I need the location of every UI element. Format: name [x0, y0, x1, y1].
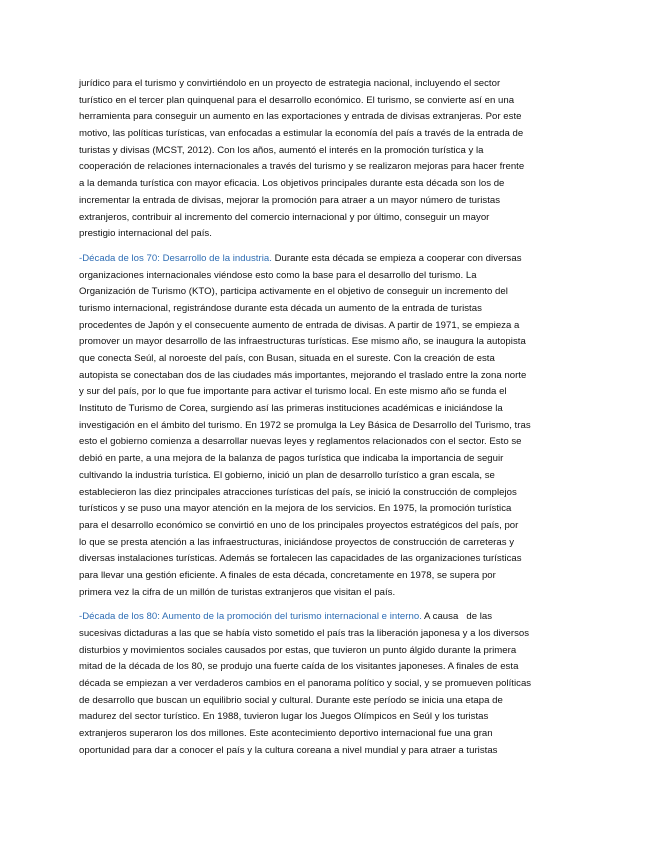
text-line: herramienta para conseguir un aumento en las exportaciones y entrada de divisas extranjeras. Por este: [79, 111, 522, 123]
section-decada-80: [79, 609, 579, 759]
paragraph-intro: [79, 76, 579, 243]
text-line: jurídico para el turismo y convirtiéndolo en un proyecto de estrategia nacional, incluyendo el sector: [79, 78, 501, 89]
text-line: debió en parte, a una mejora de la balanza de pagos turística que indicaba la importancia de seguir: [79, 453, 504, 465]
text-line: sucesivas dictaduras a las que se había visto sometido el país tras la liberación japonesa y a los diversos: [79, 628, 530, 639]
text-line: promover un mayor desarrollo de las infraestructuras turísticas. Ese mismo año, se inaugura la autopista: [79, 336, 526, 348]
text-line: extranjeros superaron los dos millones. Este acontecimiento deportivo internacional fue una gran: [79, 728, 493, 740]
text-line: turismo internacional, registrándose durante esta década un aumento de la entrada de turistas: [79, 302, 482, 314]
text-line: para llevar una gestión eficiente. A finales de esta década, concretamente en 1978, se supera por: [79, 569, 496, 581]
text-line: cultivando la industria turística. El gobierno, inició un plan de desarrollo turístico a gran escala, se: [79, 469, 495, 481]
text-line: década se empiezan a ver verdaderos cambios en el panorama político y social, y se promueven políticas: [79, 678, 532, 690]
text-line: oportunidad para dar a conocer el país y la cultura coreana a nivel mundial y para atraer a turistas: [79, 744, 498, 756]
text-line: Instituto de Turismo de Corea, surgiendo así las primeras instituciones académicas e iniciándose la: [79, 403, 503, 415]
text-line: procedentes de Japón y el consecuente aumento de entrada de divisas. A partir de 1971, se empieza a: [79, 319, 520, 331]
text-line: extranjeros, contribuir al incremento del comercio internacional y por último, conseguir un mayor: [79, 211, 490, 223]
section-heading: -Década de los 70: Desarrollo de la industria.: [79, 252, 272, 264]
section-decada-70: [79, 251, 579, 601]
text-line: establecieron las diez principales atracciones turísticas del país, se inició la construcción de complejos: [79, 486, 517, 498]
text-line: investigación en el ámbito del turismo. En 1972 se promulga la Ley Básica de Desarrollo del Turismo, tras: [79, 419, 531, 431]
text-line: cooperación de relaciones internacionales a través del turismo y se realizaron mejoras para hacer frente: [79, 161, 525, 173]
text-line: esto el gobierno comienza a desarrollar nuevas leyes y reglamentos relacionados con el sector. Esto se: [79, 436, 522, 448]
text-line: autopista se conectaban dos de las ciudades más importantes, mejorando el traslado entre la zona norte: [79, 369, 527, 381]
text-line: que conecta Seúl, al noroeste del país, con Busan, situada en el sureste. Con la creación de esta: [79, 353, 495, 364]
text-line: para el desarrollo económico se convirtió en uno de los principales proyectos estratégicos del país, por: [79, 519, 519, 531]
section-first-line: [79, 251, 579, 268]
text-line: y sur del país, por lo que fue importante para activar el turismo local. En este mismo año se funda el: [79, 386, 507, 398]
text-line: mitad de la década de los 80, se produjo una fuerte caída de los visitantes japoneses. A finales de esta: [79, 661, 519, 673]
text-fragment: Durante esta década se empieza a cooperar con diversas: [271, 252, 522, 264]
text-fragment: A causa de las: [421, 611, 493, 623]
text-line: diversas instalaciones turísticas. Además se fortalecen las capacidades de las organizaciones turísticas: [79, 553, 522, 565]
text-line: lo que se presta atención a las infraestructuras, iniciándose proyectos de construcción de carreteras y: [79, 536, 515, 548]
text-line: primera vez la cifra de un millón de turistas extranjeros que visitan el país.: [79, 586, 396, 598]
text-line: turísticos y se puso una mayor atención en la mejora de los servicios. En 1975, la promoción turística: [79, 503, 512, 515]
text-line: turistas y divisas (MCST, 2012). Con los años, aumentó el interés en la promoción turística y la: [79, 144, 484, 156]
text-line: de desarrollo que buscan un equilibrio social y cultural. Durante este período se inicia una etapa de: [79, 694, 503, 706]
text-line: organizaciones internacionales viéndose esto como la base para el desarrollo del turismo. La: [79, 269, 477, 281]
text-line: Organización de Turismo (KTO), participa activamente en el objetivo de conseguir un incremento del: [79, 286, 508, 298]
text-line: incrementar la entrada de divisas, mejorar la promoción para atraer a un mayor número de turistas: [79, 194, 501, 206]
text-line: prestigio internacional del país.: [79, 228, 212, 240]
text-line: madurez del sector turístico. En 1988, tuvieron lugar los Juegos Olímpicos en Seúl y los turistas: [79, 711, 489, 723]
section-heading: -Década de los 80: Aumento de la promoción del turismo internacional e interno.: [79, 611, 422, 623]
text-line: motivo, las políticas turísticas, van enfocadas a estimular la economía del país a través de la entrada de: [79, 128, 524, 140]
document-page: [79, 76, 579, 760]
section-first-line: [79, 609, 579, 626]
text-line: turístico en el tercer plan quinquenal para el desarrollo económico. El turismo, se convierte así en una: [79, 94, 515, 106]
text-line: a la demanda turística con mayor eficacia. Los objetivos principales durante esta década son los de: [79, 178, 505, 190]
text-line: disturbios y movimientos sociales causados por estas, que tuvieron un punto álgido durante la primera: [79, 644, 517, 656]
